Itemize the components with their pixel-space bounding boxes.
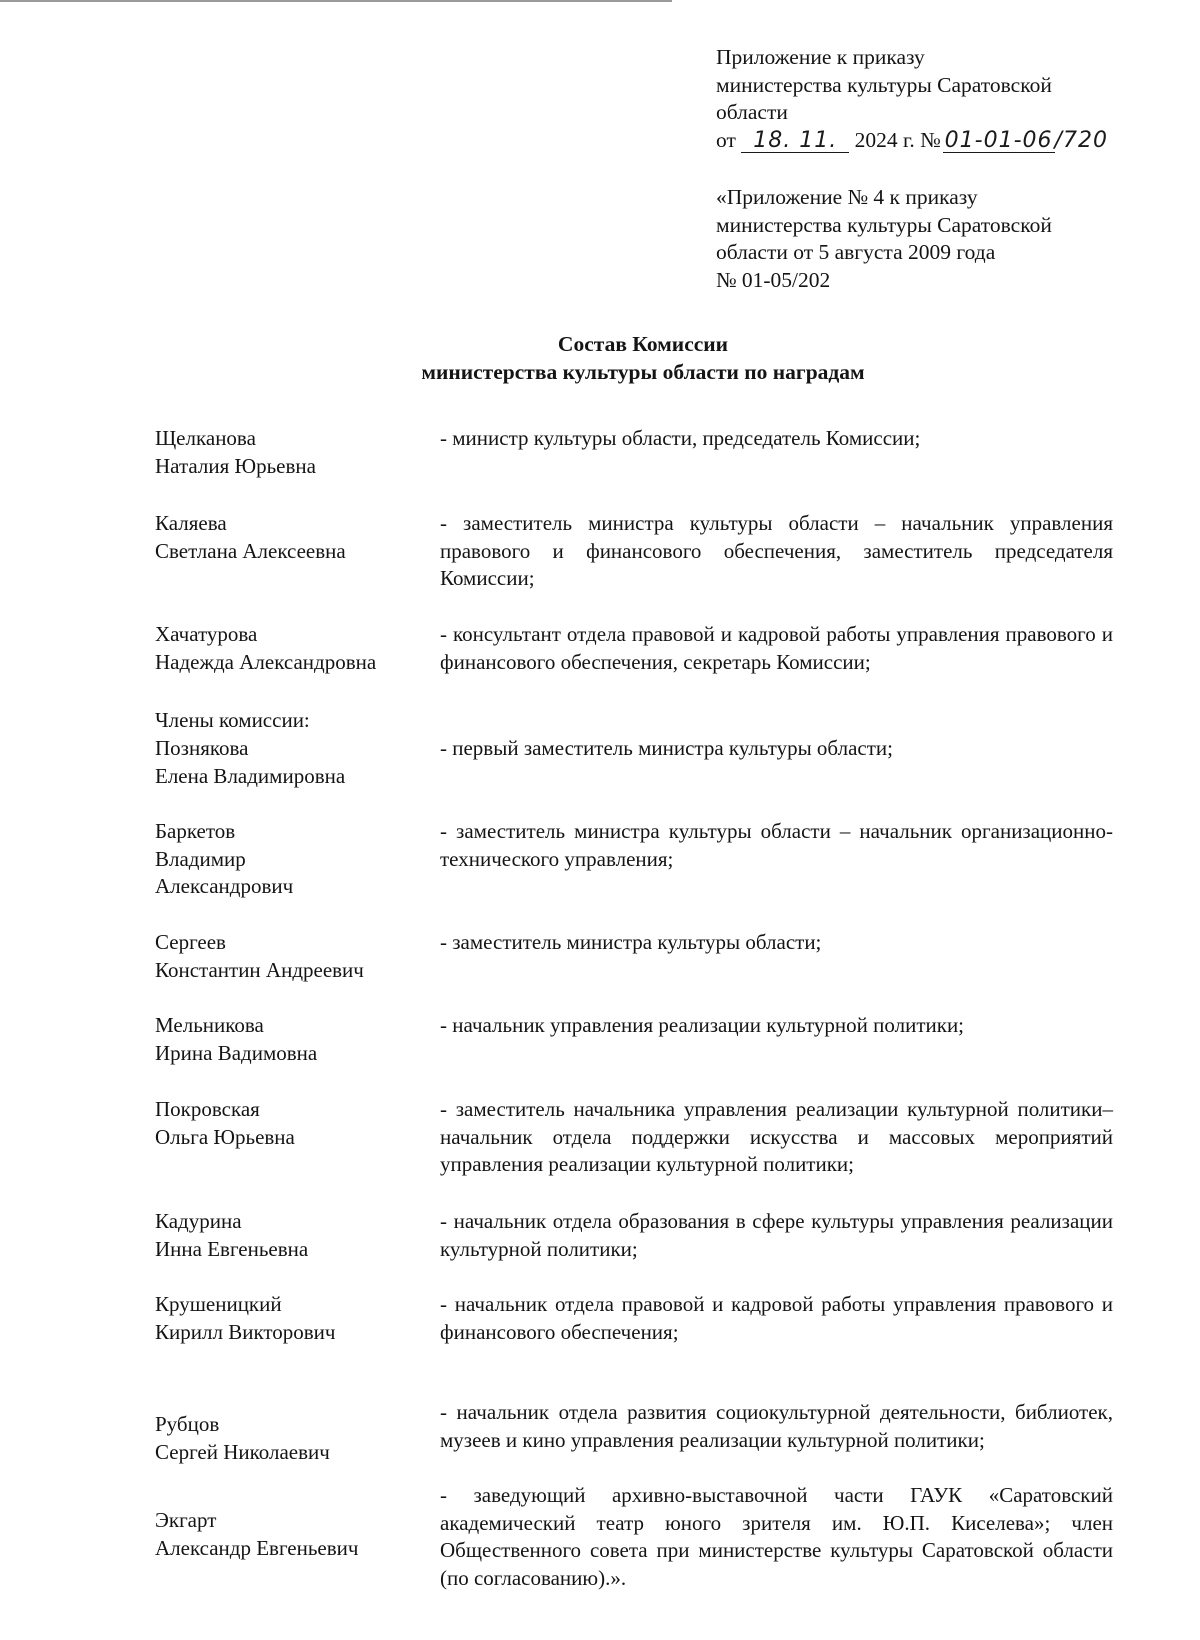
member-surname: Рубцов [155, 1412, 220, 1436]
member-role: - первый заместитель министра культуры области; [440, 736, 893, 760]
member-given-names: Наталия Юрьевна [155, 453, 316, 478]
member-given-names: Инна Евгеньевна [155, 1236, 309, 1261]
member-patronymic: Александрович [155, 874, 294, 898]
members-section-label: Члены комиссии: [155, 708, 310, 732]
member-role: - начальник отдела образования в сфере культуры управления реализации культурной политики; [440, 1209, 1113, 1261]
member-surname: Познякова [155, 736, 249, 760]
year-text: 2024 г. № [854, 127, 941, 152]
member-surname: Покровская [155, 1097, 260, 1121]
member-given-names: Кирилл Викторович [155, 1319, 336, 1344]
member-name [155, 1291, 425, 1346]
handwritten-order-number: 01-01-06 [944, 127, 1053, 153]
member-name [155, 1507, 425, 1562]
member-surname: Кадурина [155, 1209, 242, 1233]
appendix-header [716, 44, 1156, 294]
member-role: - заместитель начальника управления реализации культурной политики– начальник отдела поддержки искусства и массовых мероприятий управления реализации культурной политики; [440, 1097, 1113, 1176]
member-name [155, 1096, 425, 1151]
document-title [0, 330, 1200, 386]
scan-edge-line [0, 0, 672, 2]
handwritten-date: 18. 11. [741, 130, 849, 153]
member-role: - министр культуры области, председатель Комиссии; [440, 426, 921, 450]
member-name [155, 425, 425, 480]
member-surname: Мельникова [155, 1013, 264, 1037]
member-name [155, 1012, 425, 1067]
appendix-line-1: Приложение к приказу [716, 45, 925, 69]
member-given-names: Надежда Александровна [155, 649, 377, 674]
member-given-names: Константин Андреевич [155, 957, 364, 982]
member-role: - заместитель министра культуры области – начальник управления правового и финансового обеспечения, заместитель председателя Комиссии; [440, 511, 1113, 590]
member-given-names: Елена Владимировна [155, 763, 346, 788]
member-given-names: Александр Евгеньевич [155, 1535, 359, 1560]
member-given-names: Сергей Николаевич [155, 1439, 330, 1464]
member-role: - консультант отдела правовой и кадровой работы управления правового и финансового обеспечения, секретарь Комиссии; [440, 622, 1113, 674]
member-name [155, 510, 425, 565]
member-given-names: Ольга Юрьевна [155, 1124, 295, 1149]
date-prefix: от [716, 127, 736, 152]
member-role: - заместитель министра культуры области; [440, 930, 822, 954]
member-name [155, 1208, 425, 1263]
member-name [155, 818, 425, 901]
appendix-line-2: министерства культуры Саратовской [716, 72, 1052, 97]
member-given-names: Светлана Алексеевна [155, 538, 346, 563]
member-name [155, 1411, 425, 1466]
member-surname: Хачатурова [155, 622, 258, 646]
member-given-names: Ирина Вадимовна [155, 1040, 318, 1065]
handwritten-order-number-tail: /720 [1054, 127, 1108, 153]
member-role: - начальник управления реализации культурной политики; [440, 1013, 965, 1037]
member-surname: Щелканова [155, 426, 256, 450]
reference-line-4: № 01-05/202 [716, 267, 831, 292]
reference-line-3: области от 5 августа 2009 года [716, 240, 996, 264]
member-surname: Каляева [155, 511, 227, 535]
title-line-1: Состав Комиссии [557, 332, 729, 356]
member-role: - начальник отдела правовой и кадровой работы управления правового и финансового обеспечения; [440, 1292, 1113, 1344]
order-date-line [716, 127, 1156, 155]
member-given-names: Владимир [155, 846, 246, 871]
member-name [155, 929, 425, 984]
reference-line-1: «Приложение № 4 к приказу [716, 185, 978, 209]
member-name [155, 735, 425, 790]
member-name [155, 621, 425, 676]
title-line-2: министерства культуры области по наградам [421, 360, 865, 384]
member-role: - начальник отдела развития социокультурной деятельности, библиотек, музеев и кино управления реализации культурной политики; [440, 1400, 1113, 1452]
member-role: - заместитель министра культуры области – начальник организационно-технического управления; [440, 819, 1113, 871]
member-surname: Сергеев [155, 930, 226, 954]
appendix-line-3: области [716, 100, 788, 124]
member-surname: Баркетов [155, 819, 236, 843]
member-surname: Крушеницкий [155, 1292, 282, 1316]
member-surname: Экгарт [155, 1508, 217, 1532]
reference-line-2: министерства культуры Саратовской [716, 212, 1052, 237]
member-role: - заведующий архивно-выставочной части ГАУК «Саратовский академический театр юного зрителя им. Ю.П. Киселева»; член Общественного совета при министерстве культуры Саратовской области (по согласованию).». [440, 1483, 1113, 1590]
